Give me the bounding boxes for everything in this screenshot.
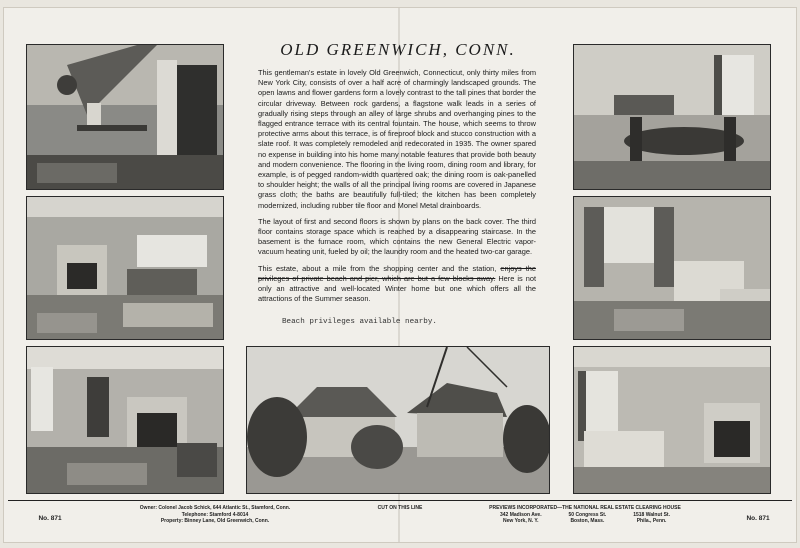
office-street: 1518 Walnut St.	[633, 511, 670, 518]
photo-bedroom-fireplace	[573, 346, 771, 494]
paragraph-1: This gentleman's estate in lovely Old Greenwich, Connecticut, only thirty miles from New York City, consists of over a half acre of charmingly landscaped grounds. The open lawns and flower gardens form a lovely contrast to the tall pines that border the circular driveway. Between rock gardens, a flagstone walk leads in a series of gradually rising steps through an alley of large shrubs and overhanging pines to the flagged entrance terrace with its central fountain. The house, which seems to throw protective arms about this terrace, is of fireproof block and stucco construction with a slate roof. It was completely remodeled and redecorated in 1935. The owner spared no expense in building into his home many notable features that provide both beauty and modern convenience. The flooring in the living room, dining room and library, for example, is of pegged random-width quartered oak; the dining room is oak-panelled to shoulder height; the walls of all the principal living rooms are covered in Japanese grass cloth; the baths are beautifully full-tiled; the kitchen has been completely modernized, including rubber tile floor and Monel Metal drainboards.	[258, 68, 536, 210]
photo-dining-room	[573, 44, 771, 190]
office-city: Phila., Penn.	[636, 518, 667, 524]
office-philadelphia	[633, 512, 670, 525]
office-street: 342 Madison Ave.	[500, 511, 542, 518]
listing-number-left: No. 871	[38, 515, 62, 522]
owner-line: Owner: Colonel Jacob Schick, 644 Atlantic St., Stamford, Conn.	[139, 505, 291, 511]
page-title: OLD GREENWICH, CONN.	[280, 40, 516, 59]
cut-on-this-line-label: CUT ON THIS LINE	[377, 505, 423, 511]
typed-correction-note: Beach privileges available nearby.	[282, 318, 437, 326]
struck-out-text: enjoys the privileges of private beach and pier, which are but a few blocks away.	[258, 263, 536, 283]
photo-library	[26, 346, 224, 494]
paragraph-3-end: Here is not only an attractive and well-located Winter home but one which offers all the attractions of the Summer season.	[258, 273, 536, 304]
office-new-york	[500, 512, 542, 525]
office-street: 50 Congress St.	[568, 511, 607, 518]
listing-number-right: No. 871	[746, 515, 770, 522]
telephone-line: Telephone: Stamford 4-8014	[181, 511, 249, 518]
paragraph-3-start: This estate, about a mile from the shopping center and the station,	[258, 263, 501, 273]
agency-name: PREVIEWS INCORPORATED—THE NATIONAL REAL ESTATE CLEARING HOUSE	[489, 505, 681, 511]
owner-info	[130, 505, 300, 525]
description-text	[258, 68, 536, 310]
paragraph-3	[258, 264, 536, 305]
office-city: Boston, Mass.	[570, 518, 605, 524]
office-boston	[569, 512, 607, 525]
cut-line	[8, 500, 792, 501]
photo-bedroom-twin	[573, 196, 771, 340]
paragraph-2: The layout of first and second floors is shown by plans on the back cover. The third floor contains storage space which is reached by a disappearing staircase. In the basement is the furnace room, which contains the new General Electric vapor-vacuum heating unit, fueled by oil; the laundry room and the heated two-car garage.	[258, 216, 536, 257]
photo-entrance-hall	[26, 44, 224, 190]
photo-living-room	[26, 196, 224, 340]
agency-info	[480, 505, 690, 525]
office-city: New York, N. Y.	[503, 518, 539, 524]
photo-exterior	[246, 346, 550, 494]
property-line: Property: Binney Lane, Old Greenwich, Conn.	[160, 518, 270, 524]
